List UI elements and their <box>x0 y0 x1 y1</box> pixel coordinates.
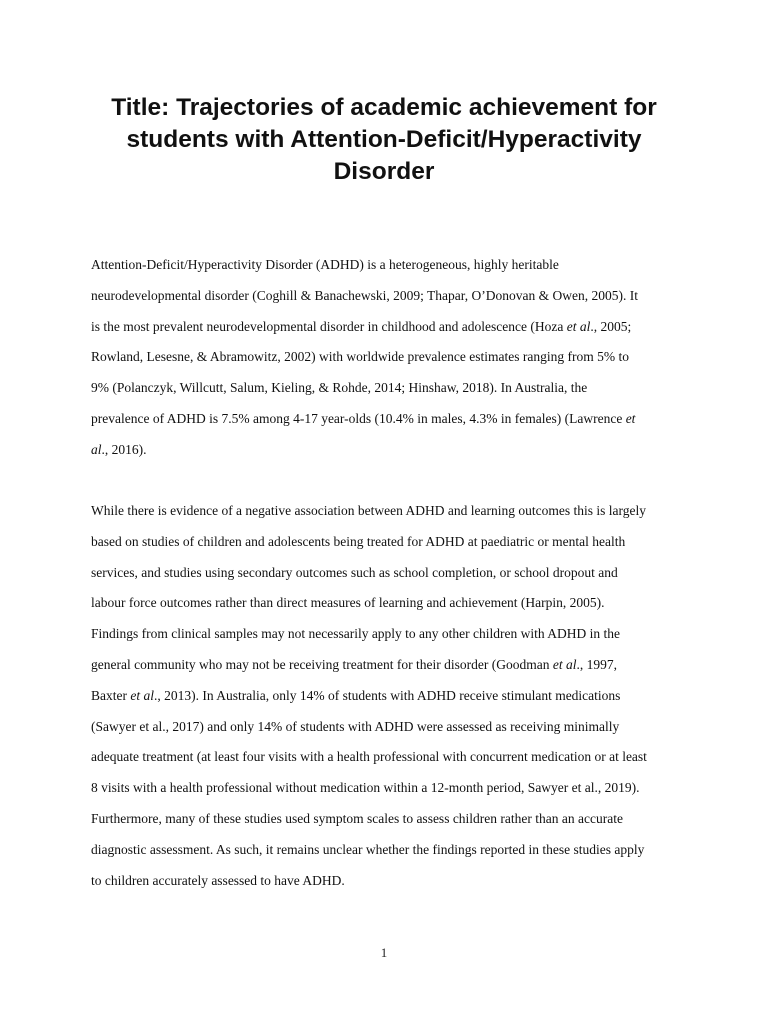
paragraph-line: general community who may not be receiving treatment for their disorder (Goodman et al., 1997, <box>91 656 617 672</box>
italic-text: et <box>625 410 636 426</box>
title-line: students with Attention-Deficit/Hyperactivity <box>126 126 642 153</box>
paragraph-line: adequate treatment (at least four visits with a health professional with concurrent medication or at least <box>91 749 647 765</box>
paragraph-line: diagnostic assessment. As such, it remains unclear whether the findings reported in these studies apply <box>91 841 645 857</box>
paragraph-line: based on studies of children and adolescents being treated for ADHD at paediatric or mental health <box>91 533 626 549</box>
paragraph-line: 9% (Polanczyk, Willcutt, Salum, Kieling, & Rohde, 2014; Hinshaw, 2018). In Australia, the <box>91 380 588 396</box>
paragraph-line: Furthermore, many of these studies used symptom scales to assess children rather than an accurate <box>91 810 623 826</box>
paragraph-line: Attention-Deficit/Hyperactivity Disorder (ADHD) is a heterogeneous, highly heritable <box>91 257 559 272</box>
italic-text: et al <box>552 656 577 672</box>
paragraph-line: While there is evidence of a negative association between ADHD and learning outcomes this is largely <box>91 503 646 518</box>
paragraph-line: (Sawyer et al., 2017) and only 14% of students with ADHD were assessed as receiving minimally <box>91 718 620 734</box>
italic-text: et al <box>130 687 154 703</box>
paragraph-line: services, and studies using secondary outcomes such as school completion, or school dropout and <box>91 564 618 580</box>
page-number: 1 <box>380 945 388 960</box>
paragraph-line: labour force outcomes rather than direct measures of learning and achievement (Harpin, 2005). <box>91 595 605 611</box>
paragraph-line: Rowland, Lesesne, & Abramowitz, 2002) with worldwide prevalence estimates ranging from 5% to <box>91 349 629 365</box>
paragraph-line: neurodevelopmental disorder (Coghill & Banachewski, 2009; Thapar, O’Donovan & Owen, 2005). It <box>91 287 638 303</box>
paragraph-line: 8 visits with a health professional without medication within a 12-month period, Sawyer et al., 2019). <box>91 780 640 796</box>
title-line: Title: Trajectories of academic achievement for <box>111 94 657 121</box>
paragraph-line: is the most prevalent neurodevelopmental disorder in childhood and adolescence (Hoza et al., 2005; <box>91 318 632 334</box>
paragraph-1 <box>91 250 691 466</box>
title-line: Disorder <box>333 158 435 185</box>
paragraph-line: Baxter et al., 2013). In Australia, only 14% of students with ADHD receive stimulant medications <box>91 687 621 703</box>
italic-text: al <box>91 441 102 457</box>
paragraph-line: prevalence of ADHD is 7.5% among 4-17 year-olds (10.4% in males, 4.3% in females) (Lawrence et <box>91 410 636 426</box>
paragraph-line: to children accurately assessed to have ADHD. <box>91 872 345 888</box>
italic-text: et al <box>566 318 591 334</box>
paragraph-2 <box>91 496 691 896</box>
paragraph-line: Findings from clinical samples may not necessarily apply to any other children with ADHD in the <box>91 626 621 642</box>
document-title <box>60 92 708 188</box>
paragraph-line: al., 2016). <box>91 441 147 457</box>
